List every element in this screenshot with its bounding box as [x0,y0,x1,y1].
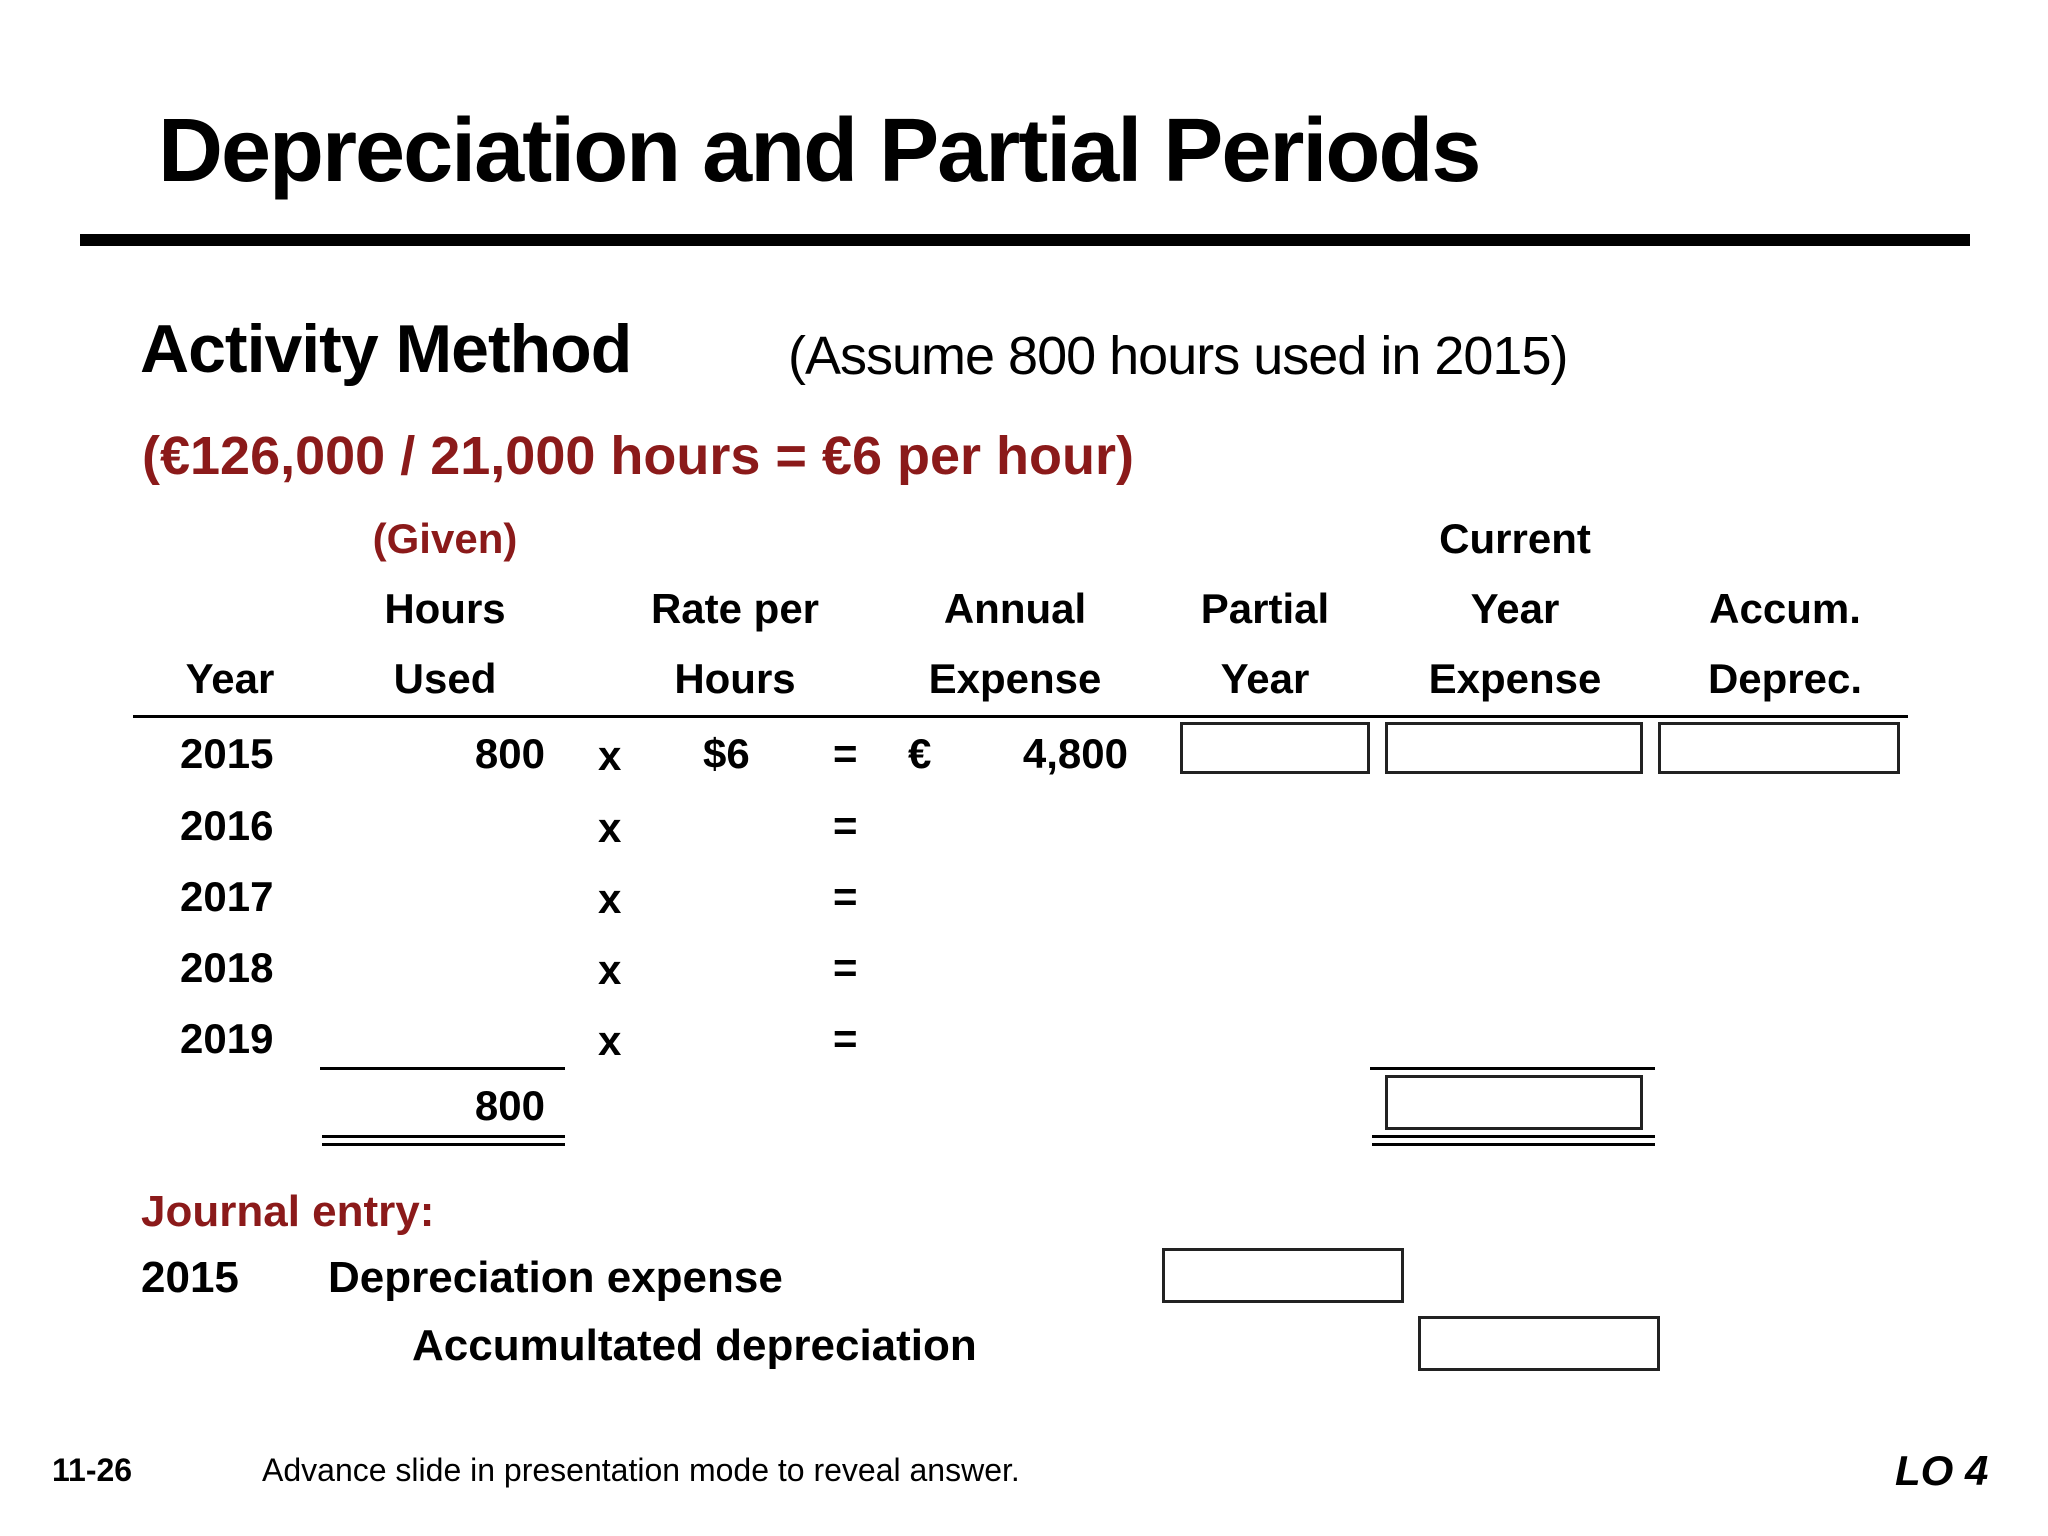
hours-double-line-top [322,1135,565,1138]
rate-formula: (€126,000 / 21,000 hours = €6 per hour) [142,426,1134,486]
slide-number: 11-26 [52,1452,133,1488]
title-divider [80,234,1970,246]
header-rate-per: Rate per [650,585,820,632]
header-deprec: Deprec. [1707,655,1863,702]
section-title: Activity Method [140,311,632,387]
equals-symbol: = [833,802,858,849]
journal-credit-account: Accumultated depreciation [412,1321,977,1370]
row-hours: 800 [474,730,545,777]
header-accum: Accum. [1709,585,1861,632]
header-annual-expense: Expense [928,655,1102,702]
hours-total-line [320,1067,565,1070]
header-partial-year: Year [1220,655,1310,702]
journal-debit-account: Depreciation expense [328,1253,783,1302]
answer-box-partial-year [1180,722,1370,774]
currency-symbol: € [908,730,932,777]
equals-symbol: = [833,730,858,777]
assumption-text: (Assume 800 hours used in 2015) [788,326,1568,386]
header-hours: Hours [384,585,506,632]
equals-symbol: = [833,1015,858,1062]
page-title: Depreciation and Partial Periods [158,101,1480,201]
header-current: Current [1439,515,1591,562]
times-symbol: x [598,732,622,779]
answer-box-debit [1162,1248,1404,1303]
expense-total-line [1370,1067,1655,1070]
header-year: Year [185,655,275,702]
header-annual: Annual [943,585,1087,632]
journal-heading: Journal entry: [141,1187,435,1236]
header-used: Used [393,655,497,702]
header-partial: Partial [1200,585,1330,632]
times-symbol: x [598,946,622,993]
equals-symbol: = [833,873,858,920]
header-underline [133,715,1908,718]
row-annual-expense: 4,800 [1022,730,1128,777]
times-symbol: x [598,804,622,851]
header-current-expense: Expense [1428,655,1602,702]
journal-year: 2015 [141,1253,239,1302]
header-given: (Given) [372,515,518,562]
expense-double-line-bottom [1372,1143,1655,1146]
row-year: 2019 [180,1015,274,1062]
answer-box-current-expense [1385,722,1643,774]
hours-double-line-bottom [322,1143,565,1146]
total-hours: 800 [474,1082,545,1129]
header-current-year: Year [1470,585,1560,632]
equals-symbol: = [833,944,858,991]
times-symbol: x [598,1017,622,1064]
answer-box-accum-deprec [1658,722,1900,774]
row-year: 2015 [180,730,274,777]
row-year: 2016 [180,802,274,849]
row-rate: $6 [703,730,750,777]
answer-box-credit [1418,1316,1660,1371]
row-year: 2018 [180,944,274,991]
learning-objective-label: LO 4 [1895,1447,1989,1494]
answer-box-total-expense [1385,1075,1643,1130]
header-rate-hours: Hours [674,655,796,702]
footer-note: Advance slide in presentation mode to reveal answer. [262,1452,1020,1488]
row-year: 2017 [180,873,274,920]
times-symbol: x [598,875,622,922]
expense-double-line-top [1372,1135,1655,1138]
